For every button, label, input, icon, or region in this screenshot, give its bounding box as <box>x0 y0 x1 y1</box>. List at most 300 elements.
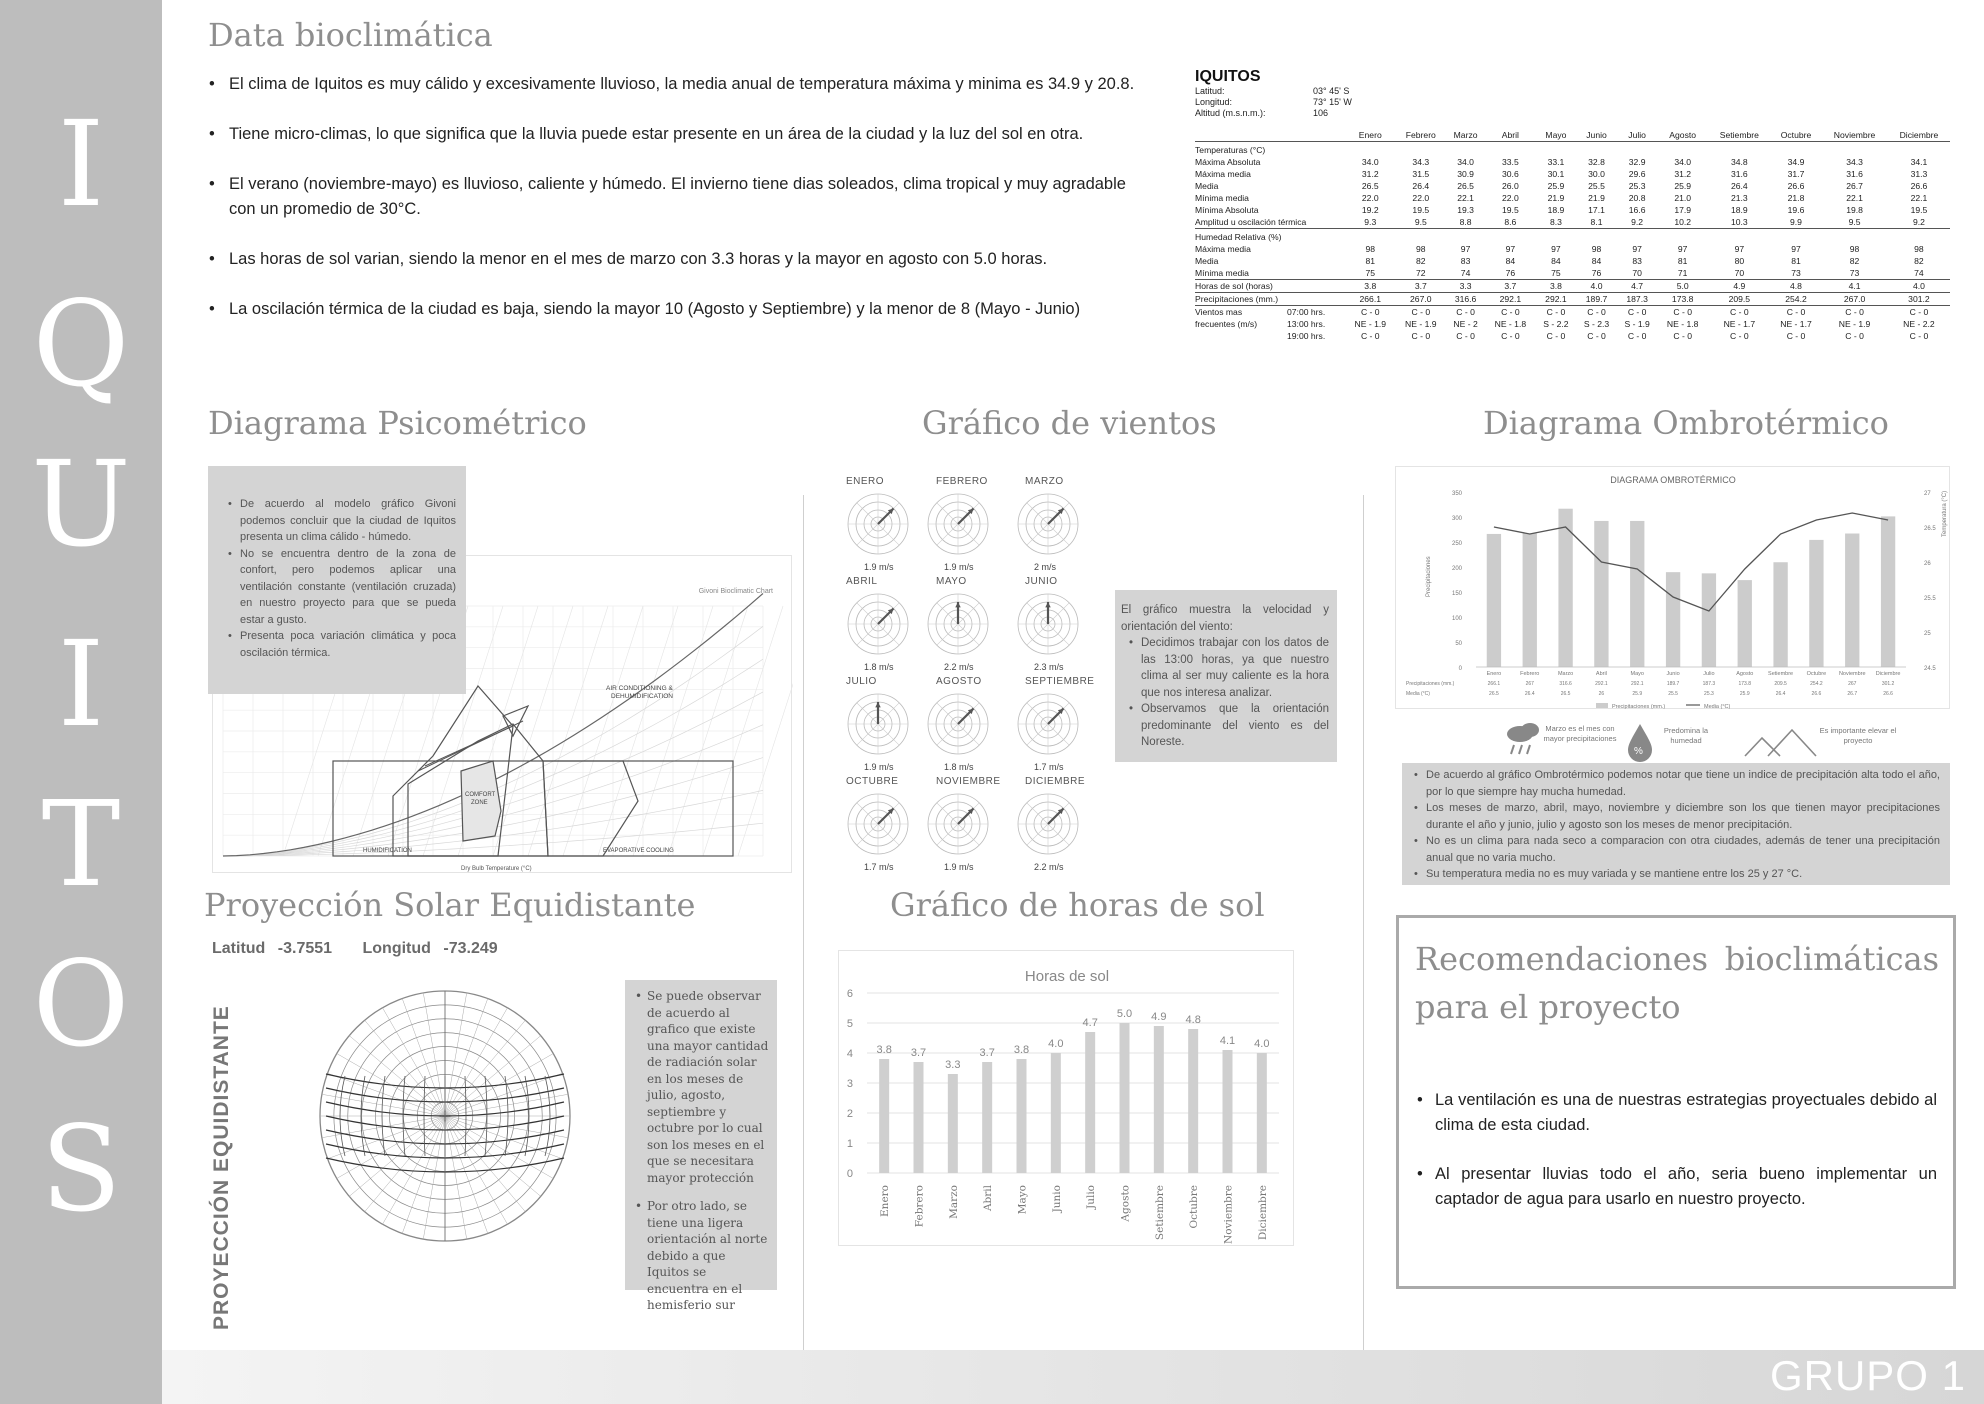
ombro-precip-value: 301.2 <box>1881 681 1895 687</box>
climate-cell: 3.8 <box>1345 280 1396 293</box>
sun-value-label: 3.7 <box>979 1047 995 1059</box>
climate-cell: 26.5 <box>1457 181 1474 191</box>
climate-cell: 22.0 <box>1361 193 1379 203</box>
climate-month-header: Octubre <box>1771 129 1822 142</box>
climate-cell: 26.4 <box>1730 181 1748 191</box>
sun-bar <box>879 1059 889 1173</box>
climate-data-row <box>1195 267 1950 280</box>
climate-cell: 9.3 <box>1345 216 1396 229</box>
climate-cell: 26.7 <box>1846 181 1863 191</box>
climate-month-header: Abril <box>1485 129 1536 142</box>
climate-row-label <box>1195 306 1345 319</box>
climate-cell: C - 0 <box>1587 331 1606 341</box>
climate-cell: 21.9 <box>1547 193 1565 203</box>
ombro-notes <box>1402 763 1950 885</box>
climate-row-label: Media <box>1195 256 1219 266</box>
ombro-temp-value: 26.6 <box>1811 691 1822 697</box>
sun-value-label: 3.8 <box>876 1044 892 1056</box>
psicometrico-bullet: • Presenta poca variación climática y poca oscilación térmica. <box>226 628 456 661</box>
climate-wind-row <box>1195 330 1950 342</box>
climate-cell: NE - 1.7 <box>1780 319 1812 329</box>
svg-text:%: % <box>1634 746 1643 757</box>
wind-speed-label: 2 m/s <box>1034 562 1057 572</box>
climate-cell: NE - 1.9 <box>1838 319 1871 329</box>
climate-row-label: Horas de sol (horas) <box>1195 280 1345 293</box>
ombro-precip-bar <box>1881 516 1895 667</box>
sun-value-label: 3.8 <box>1013 1044 1030 1056</box>
wind-month-label: MAYO <box>936 576 967 587</box>
ombro-precip-value: 187.3 <box>1702 681 1716 687</box>
climate-cell: 31.3 <box>1910 169 1928 179</box>
climate-cell: 97 <box>1505 244 1516 254</box>
ombro-title: DIAGRAMA OMBROTÉRMICO <box>1610 475 1736 485</box>
climate-cell: 72 <box>1396 267 1447 280</box>
climate-cell: C - 0 <box>1411 307 1431 317</box>
ombro-temp-value: 25.3 <box>1704 691 1714 697</box>
ombrotermico-chart <box>1396 467 1951 710</box>
climate-data-row <box>1195 156 1950 168</box>
climate-cell: 30.6 <box>1502 169 1519 179</box>
wind-speed-label: 1.9 m/s <box>864 562 894 572</box>
ombro-ytick: 150 <box>1451 591 1462 597</box>
climate-wind-row <box>1195 318 1950 330</box>
climate-meta-value: 73° 15' W <box>1313 97 1352 107</box>
climate-cell: 31.2 <box>1674 169 1692 179</box>
solar-notes <box>625 980 777 1312</box>
climate-cell: 19.3 <box>1457 205 1474 215</box>
ombro-ytick: 50 <box>1455 641 1462 647</box>
climate-cell: 8.8 <box>1446 216 1485 229</box>
ombro-y2tick: 26 <box>1924 561 1931 567</box>
wind-rose-icon <box>923 489 993 559</box>
climate-cell: 19.8 <box>1846 205 1863 215</box>
climate-cell: 31.6 <box>1730 169 1748 179</box>
ombro-xtick: Julio <box>1703 671 1715 677</box>
climate-cell: 26.5 <box>1361 181 1379 191</box>
climate-cell: 9.2 <box>1617 216 1658 229</box>
ombro-ytick: 0 <box>1458 666 1462 672</box>
climate-data-table <box>1195 68 1950 342</box>
wind-rose-icon <box>1013 489 1083 559</box>
climate-cell: C - 0 <box>1546 331 1566 341</box>
climate-cell: 19.5 <box>1910 205 1928 215</box>
climate-cell: 98 <box>1591 244 1602 254</box>
climate-data-row <box>1195 216 1950 229</box>
climate-cell: 267.0 <box>1396 293 1447 306</box>
climate-cell: 83 <box>1460 256 1471 266</box>
climate-cell: 9.5 <box>1821 216 1888 229</box>
wind-month-label: JUNIO <box>1025 576 1058 587</box>
givoni-xlabel: Dry Bulb Temperature (°C) <box>461 866 532 872</box>
ombro-xtick: Setiembre <box>1768 671 1794 677</box>
wind-notes <box>1115 590 1337 762</box>
climate-section-row <box>1195 229 1950 244</box>
climate-cell: 22.0 <box>1412 193 1430 203</box>
sun-value-label: 4.8 <box>1185 1014 1201 1026</box>
climate-wind-time: 19:00 hrs. <box>1287 331 1326 341</box>
climate-cell: 84 <box>1591 256 1602 266</box>
ombro-row-label: Precipitaciones (mm.) <box>1406 681 1455 687</box>
climate-cell: 8.3 <box>1536 216 1577 229</box>
wind-month-label: MARZO <box>1025 476 1064 487</box>
climate-cell: 30.0 <box>1588 169 1605 179</box>
sun-ytick: 0 <box>846 1168 853 1180</box>
wind-speed-label: 1.9 m/s <box>864 762 894 772</box>
climate-cell: 18.9 <box>1730 205 1748 215</box>
ombro-temp-line <box>1494 513 1888 611</box>
sun-bar <box>1154 1026 1164 1173</box>
climate-cell: 22.1 <box>1846 193 1863 203</box>
sun-ytick: 1 <box>846 1138 853 1150</box>
climate-meta <box>1195 86 1950 119</box>
climate-row-label: Máxima media <box>1195 244 1251 254</box>
sun-ytick: 2 <box>846 1108 853 1120</box>
climate-cell: 31.5 <box>1412 169 1430 179</box>
climate-cell: 173.8 <box>1657 293 1708 306</box>
ombro-legend-label: Media (°C) <box>1704 704 1731 710</box>
ombro-xtick: Mayo <box>1630 671 1644 677</box>
sun-value-label: 4.0 <box>1254 1038 1270 1050</box>
climate-cell: 97 <box>1734 244 1745 254</box>
section-title-ombrotermico: Diagrama Ombrotérmico <box>1483 404 1889 442</box>
ombro-precip-value: 292.1 <box>1630 681 1644 687</box>
climate-cell: 98 <box>1365 244 1376 254</box>
climate-row-label: Máxima Absoluta <box>1195 157 1261 167</box>
ombro-xtick: Febrero <box>1520 671 1540 677</box>
climate-cell: 34.3 <box>1846 157 1863 167</box>
climate-row-label: Amplitud u oscilación térmica <box>1195 216 1345 229</box>
climate-data-row <box>1195 293 1950 306</box>
climate-cell: 74 <box>1446 267 1485 280</box>
sun-value-label: 4.0 <box>1048 1038 1064 1050</box>
climate-month-header: Agosto <box>1657 129 1708 142</box>
sun-xtick: Julio <box>1085 1185 1098 1210</box>
climate-cell: 19.5 <box>1502 205 1519 215</box>
sun-value-label: 4.1 <box>1219 1035 1236 1047</box>
climate-cell: 26.0 <box>1502 181 1519 191</box>
solar-bullet: • Se puede observar de acuerdo al grafico que existe una mayor cantidad de radiación solar en los meses de julio, agosto, septiembre y octubre por lo cual son los meses en el que se necesitara mayor protección <box>633 988 769 1186</box>
section-title-data-bioclimatica: Data bioclimática <box>208 16 493 54</box>
climate-cell: NE - 1.9 <box>1405 319 1437 329</box>
climate-cell: C - 0 <box>1411 331 1431 341</box>
sun-bar <box>982 1062 992 1173</box>
climate-cell: 17.9 <box>1674 205 1692 215</box>
climate-cell: C - 0 <box>1627 331 1647 341</box>
climate-cell: 81 <box>1677 256 1688 266</box>
sidebar-letter: U <box>31 435 131 573</box>
climate-cell: 31.7 <box>1787 169 1805 179</box>
climate-cell: C - 0 <box>1786 307 1806 317</box>
wind-rose-icon <box>1013 589 1083 659</box>
climate-row-label: Mínima Absoluta <box>1195 205 1259 215</box>
climate-cell: C - 0 <box>1673 331 1692 341</box>
climate-month-header: Diciembre <box>1888 129 1950 142</box>
wind-month-label: NOVIEMBRE <box>936 776 1001 787</box>
climate-wind-time: 13:00 hrs. <box>1287 319 1326 329</box>
sun-value-label: 4.7 <box>1082 1017 1098 1029</box>
climate-row-label: Máxima media <box>1195 169 1251 179</box>
climate-cell: 34.9 <box>1787 157 1805 167</box>
climate-cell: 97 <box>1791 244 1801 254</box>
climate-cell: 33.1 <box>1547 157 1565 167</box>
climate-cell: 34.3 <box>1412 157 1430 167</box>
recommendations-title-line: para el proyecto <box>1415 988 1681 1026</box>
climate-cell: 70 <box>1708 267 1771 280</box>
climate-cell: 97 <box>1551 244 1561 254</box>
climate-cell: 19.5 <box>1412 205 1430 215</box>
climate-cell: 34.0 <box>1361 157 1379 167</box>
climate-row-label: Media <box>1195 181 1219 191</box>
climate-cell: 4.0 <box>1888 280 1950 293</box>
ombro-bullet: • De acuerdo al gráfico Ombrotérmico podemos notar que tiene un indice de precipitación alta todo el año, por lo que siempre hay mucha humedad. <box>1412 767 1940 800</box>
climate-cell: 9.5 <box>1396 216 1447 229</box>
ombro-legend-text: Predomina la humedad <box>1663 726 1709 745</box>
sun-xtick: Febrero <box>913 1185 926 1228</box>
sidebar-letter: Q <box>32 275 130 413</box>
climate-cell: 4.8 <box>1771 280 1822 293</box>
climate-cell: 9.2 <box>1888 216 1950 229</box>
section-title-proyeccion-solar: Proyección Solar Equidistante <box>204 886 696 924</box>
sun-xtick: Enero <box>879 1185 892 1217</box>
climate-cell: C - 0 <box>1360 331 1380 341</box>
sun-xtick: Octubre <box>1188 1185 1201 1229</box>
ombro-precip-value: 173.8 <box>1738 681 1752 687</box>
ombro-precip-bar <box>1809 540 1823 667</box>
lon-value: -73.249 <box>443 940 498 957</box>
climate-header-row <box>1195 129 1950 142</box>
climate-cell: C - 0 <box>1501 331 1520 341</box>
ombro-temp-value: 26.6 <box>1883 691 1893 697</box>
wind-month-label: JULIO <box>846 676 877 687</box>
zone-label: AIR CONDITIONING & <box>606 685 673 692</box>
climate-meta-row <box>1195 86 1950 97</box>
climate-cell: 26.6 <box>1787 181 1805 191</box>
sun-value-label: 3.7 <box>910 1047 927 1059</box>
climate-month-header: Junio <box>1576 129 1617 142</box>
wind-month-label: SEPTIEMBRE <box>1025 676 1095 687</box>
climate-month-header: Enero <box>1345 129 1396 142</box>
sun-ytick: 6 <box>846 988 853 1000</box>
lat-value: -3.7551 <box>277 940 333 957</box>
climate-cell: C - 0 <box>1730 331 1749 341</box>
climate-cell: 80 <box>1734 256 1745 266</box>
ombro-legend-icons <box>1500 718 1920 762</box>
climate-cell: 34.1 <box>1910 157 1928 167</box>
climate-meta-label: Latitud: <box>1195 86 1225 96</box>
climate-cell: 98 <box>1416 244 1426 254</box>
sidebar-letter: I <box>57 95 105 233</box>
ombro-precip-bar <box>1702 573 1716 667</box>
ombro-temp-value: 26.7 <box>1847 691 1858 697</box>
zone-label: COMFORT <box>465 792 496 798</box>
climate-cell: 18.9 <box>1547 205 1565 215</box>
zone-label: EVAPORATIVE COOLING <box>603 848 674 854</box>
ombro-temp-value: 26.4 <box>1524 691 1535 697</box>
sun-bar <box>1188 1029 1198 1173</box>
sun-xtick: Marzo <box>947 1185 960 1219</box>
climate-cell: 3.7 <box>1485 280 1536 293</box>
climate-cell: 292.1 <box>1485 293 1536 306</box>
climate-cell: 81 <box>1365 256 1376 266</box>
lat-lon-readout <box>212 940 506 958</box>
climate-cell: 301.2 <box>1888 293 1950 306</box>
climate-cell: 22.1 <box>1457 193 1474 203</box>
section-title-vientos: Gráfico de vientos <box>922 404 1217 442</box>
climate-cell: 267.0 <box>1821 293 1888 306</box>
ombro-bullet: • Los meses de marzo, abril, mayo, noviembre y diciembre son los que tienen mayor precipitaciones durante el año y junio, julio y agosto son los meses de menor precipitación. <box>1412 800 1940 833</box>
wind-speed-label: 1.7 m/s <box>864 862 894 872</box>
sun-bar <box>1085 1032 1095 1173</box>
sun-bar <box>914 1062 924 1173</box>
climate-meta-label: Longitud: <box>1195 97 1233 107</box>
sidebar-letter: I <box>57 615 105 753</box>
wind-rose-icon <box>1013 789 1083 859</box>
climate-cell: C - 0 <box>1673 307 1692 317</box>
sun-xtick: Diciembre <box>1256 1185 1269 1241</box>
climate-cell: 4.1 <box>1821 280 1888 293</box>
climate-cell: C - 0 <box>1456 331 1475 341</box>
ombro-xtick: Noviembre <box>1838 671 1866 677</box>
recommendations-title-line: Recomendaciones bioclimáticas <box>1415 940 1939 978</box>
psicometrico-bullet: • No se encuentra dentro de la zona de confort, pero podemos aplicar una ventilación constante (ventilación cruzada) en nuestro proyecto para que se pueda estar a gusto. <box>226 546 456 629</box>
climate-cell: 76 <box>1485 267 1536 280</box>
sun-xtick: Mayo <box>1016 1185 1029 1215</box>
climate-cell: 21.9 <box>1588 193 1605 203</box>
ombro-y2tick: 26.5 <box>1924 526 1936 532</box>
climate-cell: 4.9 <box>1708 280 1771 293</box>
section-title-psicometrico: Diagrama Psicométrico <box>208 404 587 442</box>
climate-cell: 97 <box>1677 244 1688 254</box>
wind-rose-icon <box>923 789 993 859</box>
climate-cell: 82 <box>1849 256 1860 266</box>
climate-meta-row <box>1195 108 1950 119</box>
ombro-legend-swatch <box>1596 703 1608 708</box>
sun-value-label: 4.9 <box>1151 1011 1167 1023</box>
ombro-xtick: Abril <box>1595 671 1607 677</box>
climate-month-header: Marzo <box>1446 129 1485 142</box>
sun-bar <box>1051 1053 1061 1173</box>
climate-cell: 25.5 <box>1588 181 1605 191</box>
climate-cell: 22.0 <box>1502 193 1519 203</box>
climate-cell: C - 0 <box>1909 331 1929 341</box>
climate-cell: C - 0 <box>1456 307 1475 317</box>
ombro-y2tick: 25.5 <box>1924 596 1936 602</box>
wind-speed-label: 2.2 m/s <box>1034 862 1064 872</box>
wind-notes-bullet: • Observamos que la orientación predominante del viento es del Noreste. <box>1127 701 1329 751</box>
climate-wind-label: frecuentes (m/s) <box>1195 319 1258 329</box>
climate-cell: C - 0 <box>1845 331 1864 341</box>
ombro-xtick: Enero <box>1486 671 1502 677</box>
ombro-temp-value: 26.5 <box>1560 691 1571 697</box>
psicometrico-notes <box>208 466 466 694</box>
climate-cell: 84 <box>1551 256 1561 266</box>
wind-month-label: ABRIL <box>846 576 878 587</box>
climate-row-label <box>1195 330 1345 342</box>
footer-band <box>162 1350 1984 1404</box>
climate-cell: S - 2.3 <box>1583 319 1610 329</box>
climate-cell: 71 <box>1657 267 1708 280</box>
climate-cell: 3.7 <box>1396 280 1447 293</box>
climate-section-row <box>1195 142 1950 157</box>
climate-cell: 73 <box>1771 267 1822 280</box>
climate-cell: 3.3 <box>1446 280 1485 293</box>
climate-cell: 17.1 <box>1588 205 1605 215</box>
sun-xtick: Agosto <box>1119 1185 1132 1222</box>
ombro-ylabel: Precipitaciones <box>1426 556 1432 597</box>
climate-row-label: Precipitaciones (mm.) <box>1195 293 1345 306</box>
climate-cell: S - 1.9 <box>1624 319 1650 329</box>
solar-bullet: • Por otro lado, se tiene una ligera orientación al norte debido a que Iquitos se encuentra en el hemisferio sur <box>633 1198 769 1314</box>
climate-cell: NE - 1.8 <box>1666 319 1699 329</box>
wind-speed-label: 1.7 m/s <box>1034 762 1064 772</box>
wind-rose-icon <box>843 489 913 559</box>
zone-label: ZONE <box>471 800 488 806</box>
wind-speed-label: 2.2 m/s <box>944 662 974 672</box>
lon-label: Longitud <box>362 940 431 957</box>
climate-cell: 25.9 <box>1674 181 1692 191</box>
ombro-precip-value: 267 <box>1848 681 1857 687</box>
intro-bullet: • El clima de Iquitos es muy cálido y excesivamente lluvioso, la media anual de temperatura máxima y minima es 34.9 y 20.8. <box>205 72 1153 97</box>
sun-xtick: Noviembre <box>1222 1185 1235 1244</box>
ombro-ytick: 350 <box>1451 491 1462 497</box>
ombro-y2tick: 24.5 <box>1924 666 1936 672</box>
wind-speed-label: 1.9 m/s <box>944 862 974 872</box>
wind-rose-icon <box>843 589 913 659</box>
climate-meta-label: Altitud (m.s.n.m.): <box>1195 108 1266 118</box>
ombro-precip-value: 209.5 <box>1774 681 1787 687</box>
climate-cell: NE - 2 <box>1453 319 1478 329</box>
ombro-ytick: 100 <box>1451 616 1462 622</box>
climate-cell: 98 <box>1849 244 1860 254</box>
ombro-temp-value: 26 <box>1598 691 1605 697</box>
climate-city: IQUITOS <box>1195 68 1261 85</box>
ombro-bullet: • Su temperatura media no es muy variada y se mantiene entre los 25 y 27 °C. <box>1412 866 1940 883</box>
ombro-y2label: Temperatura (°C) <box>1942 490 1948 537</box>
intro-bullet: • La oscilación térmica de la ciudad es baja, siendo la mayor 10 (Agosto y Septiembre) y la menor de 8 (Mayo - Junio) <box>205 297 1153 322</box>
wind-speed-label: 2.3 m/s <box>1034 662 1064 672</box>
intro-bullet: • Las horas de sol varian, siendo la menor en el mes de marzo con 3.3 horas y la mayor en agosto con 5.0 horas. <box>205 247 1153 272</box>
climate-section-label: Humedad Relativa (%) <box>1195 229 1950 244</box>
ombro-xtick: Diciembre <box>1875 671 1901 677</box>
climate-cell: 97 <box>1460 244 1471 254</box>
zone-label: DEHUMIDIFICATION <box>611 693 673 700</box>
climate-cell: 209.5 <box>1708 293 1771 306</box>
sun-path-diagram <box>270 978 620 1263</box>
climate-cell: 21.8 <box>1787 193 1805 203</box>
section-title-horas-sol: Gráfico de horas de sol <box>890 886 1265 924</box>
climate-wind-row <box>1195 306 1950 319</box>
climate-cell: 21.0 <box>1674 193 1692 203</box>
sun-bar <box>1223 1050 1233 1173</box>
ombro-temp-value: 25.9 <box>1739 691 1750 697</box>
ombro-y2tick: 25 <box>1924 631 1931 637</box>
ombro-xtick: Marzo <box>1557 671 1574 677</box>
climate-month-header: Mayo <box>1536 129 1577 142</box>
climate-data-row <box>1195 255 1950 267</box>
ombro-precip-bar <box>1666 572 1680 667</box>
climate-header-cell <box>1195 129 1345 142</box>
climate-cell: 25.3 <box>1628 181 1646 191</box>
wind-rose-icon <box>843 789 913 859</box>
climate-cell: 22.1 <box>1910 193 1928 203</box>
climate-cell: NE - 1.8 <box>1494 319 1527 329</box>
wind-notes-intro: El gráfico muestra la velocidad y orientación del viento: <box>1121 604 1329 633</box>
climate-data-row <box>1195 280 1950 293</box>
psicometrico-bullet: • De acuerdo al modelo gráfico Givoni podemos concluir que la ciudad de Iquitos presenta un clima cálido - húmedo. <box>226 496 456 546</box>
lat-label: Latitud <box>212 940 266 957</box>
humidity-drop-icon <box>1628 724 1652 762</box>
climate-cell: 81 <box>1791 256 1801 266</box>
